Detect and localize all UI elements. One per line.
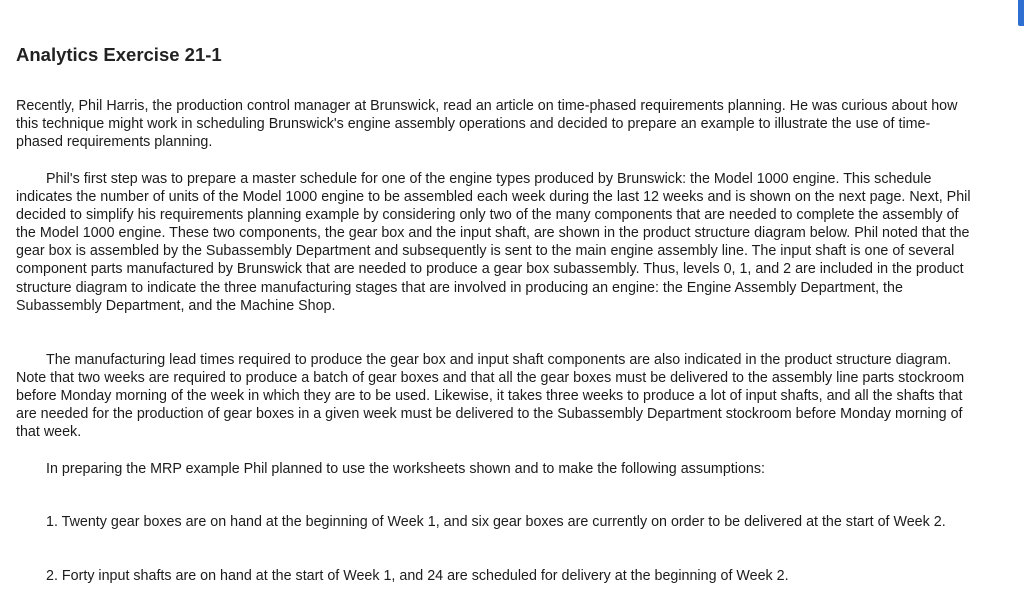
paragraph-lead-times: The manufacturing lead times required to produce the gear box and input shaft components are also indicated in the product structure diagram. Note that two weeks are required to produce a batch of gear boxes and that all the gear boxes must be delivered to the assembly line parts stockroom before Monday morning of the week in which they are to be used. Likewise, it takes three weeks to produce a lot of input shafts, and all the shafts that are needed for the production of gear boxes in a given week must be delivered to the Subassembly Department stockroom before Monday morning of that week. (16, 352, 965, 441)
page-title: Analytics Exercise 21-1 (16, 44, 222, 65)
assumption-item: 2. Forty input shafts are on hand at the start of Week 1, and 24 are scheduled for delivery at the beginning of Week 2. (46, 568, 789, 584)
scrollbar-thumb[interactable] (1018, 0, 1024, 26)
paragraph-intro: Recently, Phil Harris, the production control manager at Brunswick, read an article on time-phased requirements planning. He was curious about how this technique might work in scheduling Brunswick's engine assembly operations and decided to prepare an example to illustrate the use of time-phased requirements planning. (16, 98, 958, 151)
paragraph-master-schedule: Phil's first step was to prepare a master schedule for one of the engine types produced by Brunswick: the Model 1000 engine. This schedule indicates the number of units of the Model 1000 engine to be assembled each week during the last 12 weeks and is shown on the next page. Next, Phil decided to simplify his requirements planning example by considering only two of the many components that are needed to complete the assembly of the Model 1000 engine. These two components, the gear box and the input shaft, are shown in the product structure diagram below. Phil noted that the gear box is assembled by the Subassembly Department and subsequently is sent to the main engine assembly line. The input shaft is one of several component parts manufactured by Brunswick that are needed to produce a gear box subassembly. Thus, levels 0, 1, and 2 are included in the product structure diagram to indicate the three manufacturing stages that are involved in producing an engine: the Engine Assembly Department, the Subassembly Department, and the Machine Shop. (16, 171, 971, 314)
assumption-item: 1. Twenty gear boxes are on hand at the beginning of Week 1, and six gear boxes are currently on order to be delivered at the start of Week 2. (46, 514, 946, 530)
paragraph-assumptions-intro: In preparing the MRP example Phil planned to use the worksheets shown and to make the following assumptions: (46, 461, 765, 477)
